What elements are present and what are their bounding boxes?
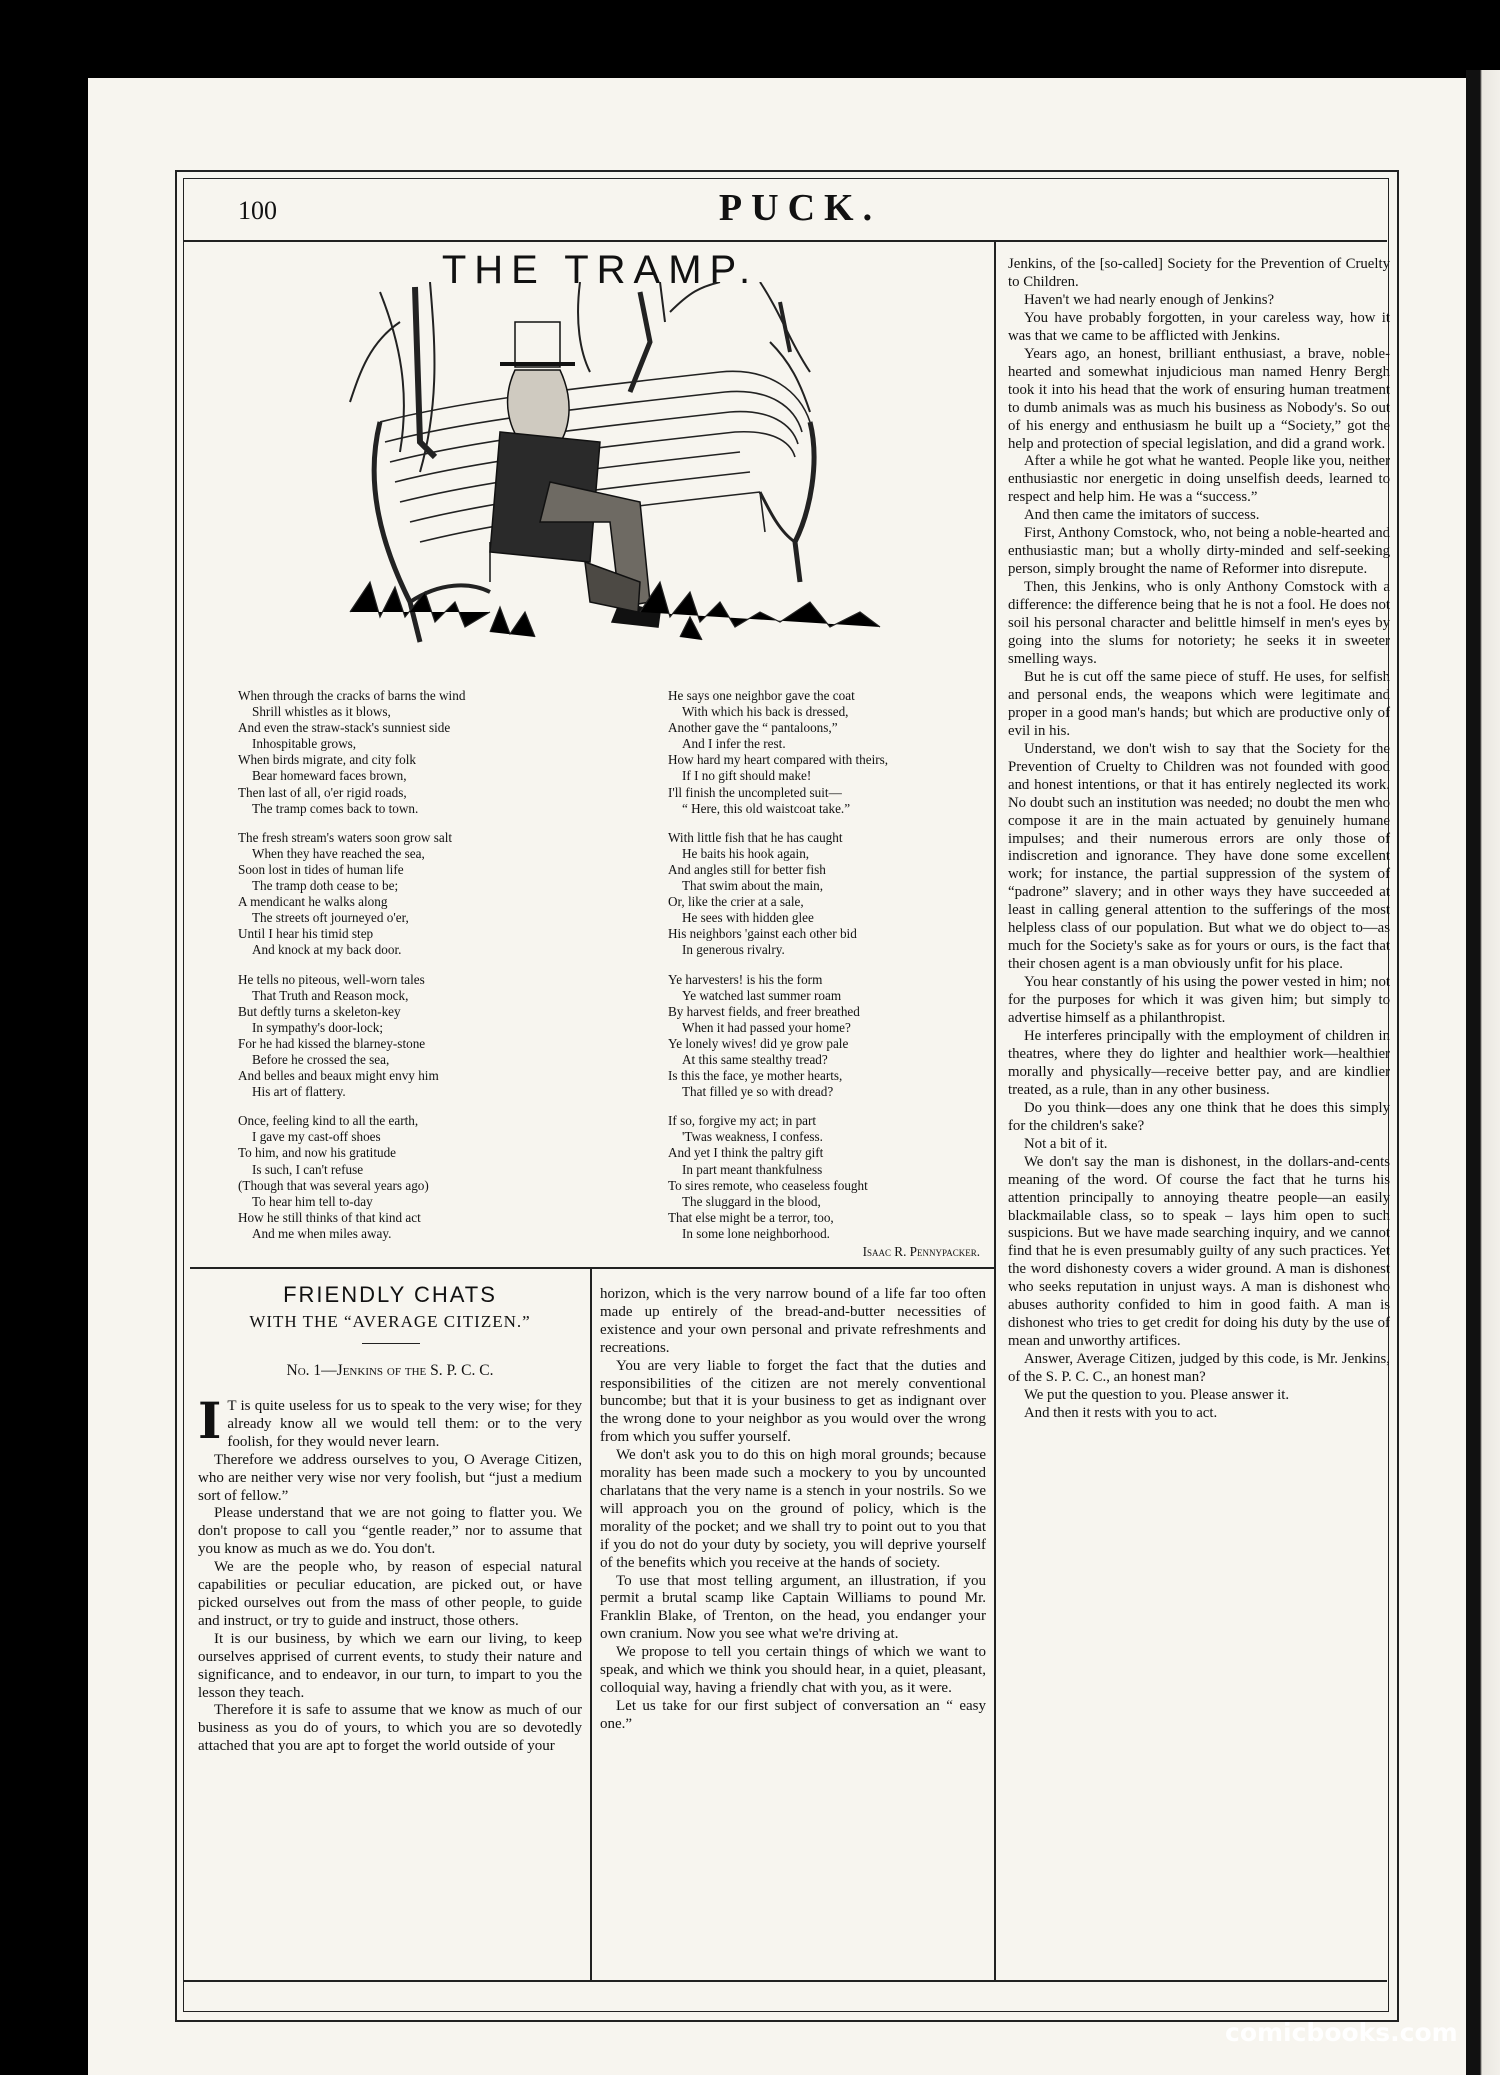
header-rule	[183, 240, 1387, 242]
poem-stanza	[238, 1113, 558, 1242]
poem-line: In generous rivalry.	[682, 942, 785, 958]
poem-line: To hear him tell to-day	[252, 1193, 373, 1209]
paragraph: After a while he got what he wanted. People like you, neither enthusiastic nor energetic in doing unselfish deeds, learned to respect and help him. He was a “success.”	[1008, 453, 1390, 506]
poem-line: And angles still for better fish	[668, 861, 826, 877]
poem-line: That swim about the main,	[682, 878, 824, 894]
poem-line: Ye harvesters! is his the form	[668, 971, 823, 987]
paragraph: He interferes principally with the employment of children in theatres, where they do lighter and healthier work—healthier morally and physically—receive better pay, and are kindlier treated, as a rule, than in any other business.	[1008, 1027, 1390, 1098]
poem-line: Before he crossed the sea,	[252, 1051, 390, 1067]
paragraph: You hear constantly of his using the power vested in him; not for the purposes for which it was given him; but simply to advertise himself as a philanthropist.	[1008, 974, 1390, 1027]
poem-line: That filled ye so with dread?	[682, 1084, 834, 1100]
poem-line: And me when miles away.	[252, 1225, 392, 1241]
paragraph: Therefore it is safe to assume that we know as much of our business as you do of yours, to which you are so devotedly attached that you are apt to forget the world outside of your	[198, 1702, 582, 1755]
article-column-1	[198, 1391, 582, 1756]
poem-stanza	[238, 972, 558, 1101]
poem-line: And belles and beaux might envy him	[238, 1068, 439, 1084]
poem-line: His neighbors 'gainst each other bid	[668, 926, 857, 942]
paragraph: Let us take for our first subject of conversation an “ easy one.”	[600, 1697, 986, 1732]
poem-stanza	[668, 972, 980, 1101]
poem-line: That else might be a terror, too,	[668, 1209, 834, 1225]
poem-line: By harvest fields, and freer breathed	[668, 1003, 860, 1019]
paragraph: But he is cut off the same piece of stuff. He uses, for selfish and personal ends, the weapons which were legitimate and proper in a good man's hands; but which are productive only of evil in his.	[1008, 668, 1390, 739]
poem-line: With little fish that he has caught	[668, 829, 843, 845]
article-column-2	[600, 1286, 986, 1734]
masthead: PUCK.	[718, 187, 882, 229]
page-number: 100	[238, 196, 277, 225]
poem-line: When they have reached the sea,	[252, 845, 425, 861]
paragraph: Haven't we had nearly enough of Jenkins?	[1024, 291, 1275, 308]
poem-line: And yet I think the paltry gift	[668, 1145, 824, 1161]
poem-line: He tells no piteous, well-worn tales	[238, 971, 425, 987]
poem-line: Then last of all, o'er rigid roads,	[238, 784, 407, 800]
poem-line: The tramp comes back to town.	[252, 800, 419, 816]
poem-line: Soon lost in tides of human life	[238, 861, 404, 877]
poem-line: The tramp doth cease to be;	[252, 878, 399, 894]
paragraph: Jenkins, of the [so-called] Society for the Prevention of Cruelty to Children.	[1008, 256, 1390, 290]
paragraph: Therefore we address ourselves to you, O Average Citizen, who are neither very wise nor very foolish, but “just a medium sort of fellow.”	[198, 1451, 582, 1504]
poem-line: If I no gift should make!	[682, 768, 812, 784]
bottom-rule	[183, 1980, 1387, 1982]
next-page-edge	[1466, 70, 1500, 2075]
poem-stanza	[668, 830, 980, 959]
paragraph: First, Anthony Comstock, who, not being a noble-hearted and enthusiastic man; but a wholly dirty-minded and self-seeking person, simply brought the name of Reformer into disrepute.	[1008, 525, 1390, 578]
paragraph: And then came the imitators of success.	[1024, 507, 1260, 524]
paragraph: Understand, we don't wish to say that the Society for the Prevention of Cruelty to Children was not founded with good and honest intentions, or that it has entirely neglected its work. No doubt such an institution was needed; no doubt the men who compose it are in the main actuated by genuinely humane impulses; and their numerous errors are only those of indiscretion and ignorance. They have done some excellent work; for instance, the partial suppression of the system of “padrone” slavery; and in other ways they have succeeded at least in calling general attention to the sufferings of the most helpless class of our population. But what we do object to—as much for the Society's sake as for yours or ours, is the fact that their chosen agent is a man obviously unfit for his place.	[1008, 740, 1390, 973]
poem-line: His art of flattery.	[252, 1084, 346, 1100]
poem-line: He says one neighbor gave the coat	[668, 688, 855, 703]
poem-line: Until I hear his timid step	[238, 926, 374, 942]
poem-line: But deftly turns a skeleton-key	[238, 1003, 401, 1019]
poem-line: Is this the face, ye mother hearts,	[668, 1068, 843, 1084]
paragraph: Answer, Average Citizen, judged by this code, is Mr. Jenkins, of the S. P. C. C., an honest man?	[1008, 1351, 1390, 1386]
poem-line: To sires remote, who ceaseless fought	[668, 1177, 868, 1193]
paragraph: Not a bit of it.	[1024, 1135, 1108, 1152]
section-rule	[190, 1267, 994, 1269]
paragraph: To use that most telling argument, an illustration, if you permit a brutal scamp like Captain Williams to pound Mr. Franklin Blake, of Trenton, on the head, you endanger your own cranium. Now you see what we're driving at.	[600, 1572, 986, 1643]
poem-line: The fresh stream's waters soon grow salt	[238, 829, 453, 845]
poem-line: To him, and now his gratitude	[238, 1145, 397, 1161]
poem-line: (Though that was several years ago)	[238, 1177, 429, 1193]
first-paragraph	[198, 1391, 582, 1452]
friendly-chats-title: FRIENDLY CHATS	[283, 1282, 497, 1307]
paragraph: horizon, which is the very narrow bound of a life far too often made up entirely of the bread-and-butter necessities of existence and your own personal and private refreshments and recreations.	[600, 1286, 986, 1356]
poem-line: A mendicant he walks along	[238, 894, 388, 910]
poem-line: That Truth and Reason mock,	[252, 987, 409, 1003]
paragraph: You are very liable to forget the fact that the duties and responsibilities of the citizen are not merely conventional buncombe; but that it is your business to get as indignant over the wrong done to your neighbor as you would over the wrong from which you suffer yourself.	[600, 1357, 986, 1446]
poem-line: I'll finish the uncompleted suit—	[668, 784, 842, 800]
column-rule-right	[994, 240, 996, 1980]
poem-line: He sees with hidden glee	[682, 910, 814, 926]
poem-stanza	[668, 1113, 980, 1260]
poem-line: Bear homeward faces brown,	[252, 768, 407, 784]
poem-line: 'Twas weakness, I confess.	[682, 1129, 823, 1145]
paragraph: We propose to tell you certain things of which we want to speak, and which we think you should hear, in a quiet, pleasant, colloquial way, having a friendly chat with you, as it were.	[600, 1644, 986, 1696]
poem-line: And knock at my back door.	[252, 942, 402, 958]
poem-line: Once, feeling kind to all the earth,	[238, 1113, 419, 1129]
paragraph: It is our business, by which we earn our living, to keep ourselves apprised of current events, to study their nature and significance, and to endeavor, in our turn, to impart to you the lesson they teach.	[198, 1630, 582, 1701]
poem-line: With which his back is dressed,	[682, 704, 849, 720]
poem-line: In some lone neighborhood.	[682, 1225, 830, 1241]
poem-line: Inhospitable grows,	[252, 736, 357, 752]
paragraph: We are the people who, by reason of especial natural capabilities or peculiar education, are picked out, or have picked ourselves out from the mass of other people, to guide and instruct, or try to guide and instruct, those others.	[198, 1559, 582, 1629]
paragraph: Please understand that we are not going to flatter you. We don't propose to call you “gentle reader,” nor to assume that you know as much as we do. You don't.	[198, 1505, 582, 1558]
poem-line: Or, like the crier at a sale,	[668, 894, 804, 910]
poem-line: The streets oft journeyed o'er,	[252, 910, 409, 926]
poem-line: When birds migrate, and city folk	[238, 752, 416, 768]
poem-line: When through the cracks of barns the wind	[238, 688, 466, 703]
watermark: comicbooks.com	[1225, 2018, 1458, 2047]
poem-line: In part meant thankfulness	[682, 1161, 823, 1177]
paragraph: We don't ask you to do this on high moral grounds; because morality has been made such a mockery to you by uncounted charlatans that the very name is a stench in your nostrils. So we will approach you on the ground of policy, which is the morality of the pocket; and we shall try to point out to you that if you do not do your duty by society, you will deprive yourself of the benefits which you receive at the hands of society.	[600, 1447, 986, 1571]
poem-line: How he still thinks of that kind act	[238, 1209, 421, 1225]
tramp-poem-column-2	[668, 688, 980, 1273]
poem-line: “ Here, this old waistcoat take.”	[682, 800, 851, 816]
poem-line: At this same stealthy tread?	[682, 1051, 828, 1067]
poem-stanza	[238, 830, 558, 959]
tramp-on-bench-illustration	[340, 282, 900, 672]
poem-line: Ye lonely wives! did ye grow pale	[668, 1035, 849, 1051]
poem-line: The sluggard in the blood,	[682, 1193, 821, 1209]
paragraph: And then it rests with you to act.	[1024, 1405, 1218, 1421]
poem-signature: Isaac R. Pennypacker.	[862, 1244, 980, 1259]
paragraph: Then, this Jenkins, who is only Anthony Comstock with a difference: the difference being that he is not a fool. He does not soil his personal character and belittle himself in men's eyes by going into the slums for notoriety; he seeks it in sweeter smelling ways.	[1008, 579, 1390, 667]
poem-line: He baits his hook again,	[682, 845, 810, 861]
paragraph: We put the question to you. Please answer it.	[1024, 1387, 1290, 1404]
paragraph: Do you think—does any one think that he does this simply for the children's sake?	[1008, 1099, 1390, 1134]
poem-line: Shrill whistles as it blows,	[252, 704, 391, 720]
friendly-chats-subtitle: WITH THE “AVERAGE CITIZEN.”	[249, 1312, 531, 1331]
first-paragraph-text: T is quite useless for us to speak to the very wise; for they already know all we would tell them: or to the very foolish, for they would never learn.	[227, 1398, 582, 1450]
paragraph: You have probably forgotten, in your careless way, how it was that we came to be afflicted with Jenkins.	[1008, 309, 1390, 344]
paragraph: We don't say the man is dishonest, in the dollars-and-cents meaning of the word. Of course the fact that he turns his attention principally to annoying theatre people—an easily blackmailable class, so to speak – lays him open to such suspicions. But we have made searching inquiry, and we cannot find that he is even presumably guilty of any such practices. Yet the word dishonesty covers a wider ground. A man is dishonest who seeks reputation in unjust ways. A man is dishonest who abuses authority confided to him in good faith. A man is dishonest who tries to get credit for doing his duty by the use of mean and unworthy artifices.	[1008, 1153, 1390, 1350]
poem-line: If so, forgive my act; in part	[668, 1113, 817, 1129]
poem-line: How hard my heart compared with theirs,	[668, 752, 889, 768]
column-rule-middle	[590, 1269, 592, 1980]
poem-stanza	[238, 688, 558, 817]
article-column-3	[1008, 256, 1390, 1423]
poem-line: I gave my cast-off shoes	[252, 1129, 381, 1145]
tramp-title: THE TRAMP.	[441, 248, 759, 292]
drop-cap: I	[198, 1391, 222, 1450]
poem-line: Another gave the “ pantaloons,”	[668, 720, 838, 736]
poem-line: And even the straw-stack's sunniest side	[238, 720, 451, 736]
title-dash	[362, 1343, 420, 1344]
tramp-poem-column-1	[238, 688, 558, 1255]
paragraph: Years ago, an honest, brilliant enthusiast, a brave, noble-hearted and somewhat injudicious man named Henry Bergh took it into his head that the work of ensuring human treatment to dumb animals was as much his business as Nobody's. So out of his energy and enthusiasm he built up a “Society,” got the help and protection of special legislation, and did a grand work.	[1008, 345, 1390, 452]
article-number-heading: No. 1—Jenkins of the S. P. C. C.	[286, 1362, 494, 1379]
poem-line: And I infer the rest.	[682, 736, 786, 752]
poem-line: Ye watched last summer roam	[682, 987, 842, 1003]
poem-line: For he had kissed the blarney-stone	[238, 1035, 426, 1051]
poem-line: When it had passed your home?	[682, 1019, 851, 1035]
poem-stanza	[668, 688, 980, 817]
poem-line: Is such, I can't refuse	[252, 1161, 364, 1177]
poem-line: In sympathy's door-lock;	[252, 1019, 384, 1035]
